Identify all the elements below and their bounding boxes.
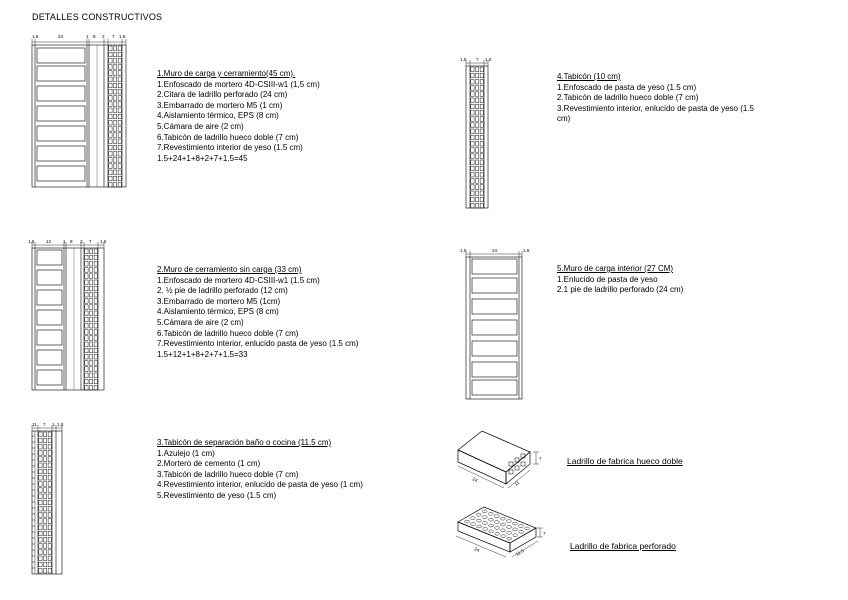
brick-label-hueco-doble: Ladrillo de fabrica hueco doble — [567, 456, 683, 466]
brick-hueco-doble-drawing — [458, 431, 539, 488]
legend-line: 3.Embarrado de mortero M5 (1cm) — [157, 296, 281, 306]
legend-line: 6.Tabicón de ladrillo hueco doble (7 cm) — [157, 132, 299, 142]
legend-line: 2.1 pie de ladrillo perforado (24 cm) — [557, 285, 684, 295]
legend-line: 2. ½ pie de ladrillo perforado (12 cm) — [157, 286, 288, 296]
section-heading: 4.Tabicón (10 cm) — [557, 72, 621, 81]
dim-label: 24 — [471, 476, 479, 484]
legend-section-1 — [157, 69, 320, 164]
dim-label: 1,5 — [119, 34, 126, 39]
dim-label: 1 — [86, 34, 89, 39]
dim-label: 12 — [46, 239, 52, 244]
dim-label: 8 — [93, 34, 96, 39]
legend-line: 7.Revestimiento interior de yeso (1.5 cm) — [157, 143, 303, 153]
legend-section-2 — [157, 265, 358, 360]
dim-label: 1,5 — [523, 248, 530, 253]
dim-label: 11 — [32, 422, 37, 427]
legend-line: 1.Enfoscado de mortero 4D-CSIII-w1 (1,5 cm) — [157, 79, 320, 89]
legend-section-4 — [557, 72, 754, 125]
legend-line: 4.Revestimiento interior, enlucido de pasta de yeso (1 cm) — [157, 480, 363, 490]
legend-line: 4.Aislamiento térmico, EPS (8 cm) — [157, 307, 279, 317]
dim-label: 1,5 — [460, 248, 467, 253]
brick-perforado-drawing — [456, 507, 543, 557]
wall-section-3 — [32, 425, 62, 574]
wall-section-2 — [32, 242, 104, 390]
legend-line: 1.Azulejo (1 cm) — [157, 448, 215, 458]
legend-line: 2.Tabicón de ladrillo hueco doble (7 cm) — [557, 93, 699, 103]
dim-label: 1,5 — [28, 239, 35, 244]
section-heading: 2.Muro de cerramiento sin carga (33 cm) — [157, 265, 302, 274]
dim-label: 7 — [43, 422, 46, 427]
legend-line: 1.5+24+1+8+2+7+1.5=45 — [157, 153, 248, 163]
dim-label: 24 — [58, 34, 64, 39]
section-heading: 1.Muro de carga y cerramiento(45 cm). — [157, 69, 296, 78]
dim-label: 1,5 — [460, 57, 467, 62]
section-heading: 3.Tabicón de separación baño o cocina (11.5 cm) — [157, 438, 332, 447]
dim-label: 11 — [513, 479, 521, 487]
dim-label: 1,5 — [57, 422, 64, 427]
legend-line: 3.Revestimiento interior, enlucido de pasta de yeso (1.5 — [557, 103, 755, 113]
dim-label: 7 — [476, 57, 479, 62]
dim-label: 1,5 — [100, 239, 107, 244]
legend-line: 1.Enfoscado de mortero 4D-CSIII-w1 (1.5 cm) — [157, 275, 320, 285]
legend-line: 2.Mortero de cemento (1 cm) — [157, 459, 261, 469]
dim-label: 8 — [70, 239, 73, 244]
legend-line: 2.Citara de ladrillo perforado (24 cm) — [157, 90, 288, 100]
dim-label: 24 — [492, 248, 498, 253]
dim-label: 2 — [102, 34, 105, 39]
wall-section-4 — [466, 60, 488, 208]
legend-line: 1.5+12+1+8+2+7+1.5=33 — [157, 349, 248, 359]
legend-line: 7.Revestimiento interior, enlucido pasta de yeso (1.5 cm) — [157, 339, 359, 349]
legend-line: 1.Enlucido de pasta de yeso — [557, 274, 658, 284]
dim-label: 1,5 — [32, 34, 39, 39]
legend-line: 5.Revestimiento de yeso (1.5 cm) — [157, 490, 277, 500]
dim-label: 1,5 — [485, 57, 492, 62]
wall-section-5 — [466, 251, 522, 399]
legend-line: 5.Cámara de aire (2 cm) — [157, 121, 244, 131]
dim-label: 7 — [539, 456, 542, 461]
legend-section-5 — [557, 264, 683, 296]
dim-label: 1 — [63, 239, 66, 244]
dim-label: 24 — [473, 546, 481, 553]
legend-section-3 — [157, 438, 363, 502]
legend-line: 4.Aislamiento térmico, EPS (8 cm) — [157, 111, 279, 121]
dim-label: 7 — [89, 239, 92, 244]
legend-line: 5.Cámara de aire (2 cm) — [157, 317, 244, 327]
dim-label: 11,5 — [514, 548, 525, 557]
brick-label-perforado: Ladrillo de fabrica perforado — [570, 541, 676, 551]
legend-line: cm) — [557, 114, 571, 124]
section-heading: 5.Muro de carga interior (27 CM) — [557, 264, 674, 273]
dim-label: 2 — [80, 239, 83, 244]
dim-label: 7 — [543, 531, 546, 536]
dim-label: 1 — [52, 422, 55, 427]
legend-line: 3.Embarrado de mortero M5 (1 cm) — [157, 100, 283, 110]
legend-line: 1.Enfoscado de pasta de yeso (1.5 cm) — [557, 82, 697, 92]
dim-label: 7 — [112, 34, 115, 39]
legend-line: 6.Tabicón de ladrillo hueco doble (7 cm) — [157, 328, 299, 338]
page-title: DETALLES CONSTRUCTIVOS — [32, 12, 163, 22]
legend-line: 3.Tabicón de ladrillo hueco doble (7 cm) — [157, 469, 299, 479]
